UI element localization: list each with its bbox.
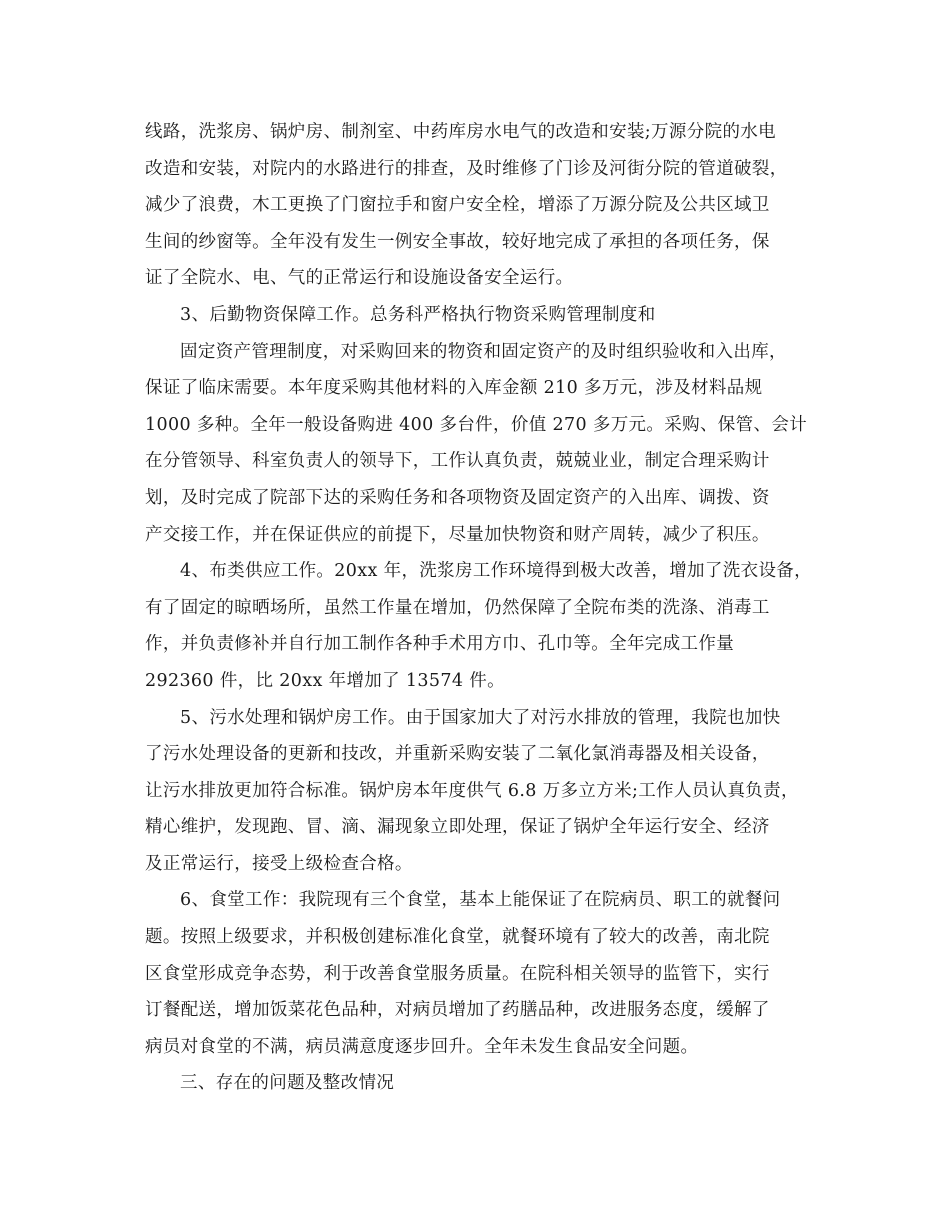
text-line: 保证了临床需要。本年度采购其他材料的入库金额 210 多万元，涉及材料品规 [145,378,763,399]
text-line: 三、存在的问题及整改情况 [180,1073,395,1094]
text-line: 证了全院水、电、气的正常运行和设施设备安全运行。 [145,268,574,289]
text-line: 改造和安装，对院内的水路进行的排查，及时维修了门诊及河街分院的管道破裂， [145,158,788,179]
text-line: 让污水排放更加符合标准。锅炉房本年度供气 6.8 万多立方米;工作人员认真负责， [145,780,799,801]
text-line: 4、布类供应工作。20xx 年，洗浆房工作环境得到极大改善，增加了洗衣设备， [180,561,813,582]
text-line: 在分管领导、科室负责人的领导下，工作认真负责，兢兢业业，制定合理采购计 [145,451,770,472]
text-line: 题。按照上级要求，并积极创建标准化食堂，就餐环境有了较大的改善，南北院 [145,927,770,948]
text-line: 作，并负责修补并自行加工制作各种手术用方巾、孔巾等。全年完成工作量 [145,634,735,655]
text-line: 5、污水处理和锅炉房工作。由于国家加大了对污水排放的管理，我院也加快 [180,707,781,728]
text-line: 减少了浪费，木工更换了门窗拉手和窗户安全栓，增添了万源分院及公共区域卫 [145,195,770,216]
text-line: 区食堂形成竞争态势，利于改善食堂服务质量。在院科相关领导的监管下，实行 [145,963,770,984]
body-text [145,114,845,1102]
text-line: 了污水处理设备的更新和技改，并重新采购安装了二氧化氯消毒器及相关设备， [145,744,770,765]
text-line: 订餐配送，增加饭菜花色品种，对病员增加了药膳品种，改进服务态度，缓解了 [145,1000,770,1021]
text-line: 固定资产管理制度，对采购回来的物资和固定资产的及时组织验收和入出库， [180,341,787,362]
text-line: 有了固定的晾晒场所，虽然工作量在增加，仍然保障了全院布类的洗涤、消毒工 [145,597,770,618]
text-line: 病员对食堂的不满，病员满意度逐步回升。全年未发生食品安全问题。 [145,1036,699,1057]
text-line: 线路，洗浆房、锅炉房、制剂室、中药库房水电气的改造和安装;万源分院的水电 [145,122,776,142]
text-line: 精心维护，发现跑、冒、滴、漏现象立即处理，保证了锅炉全年运行安全、经济 [145,817,770,838]
text-line: 1000 多种。全年一般设备购进 400 多台件，价值 270 多万元。采购、保管、会计 [145,414,808,435]
text-line: 及正常运行，接受上级检查合格。 [145,853,413,874]
text-line: 3、后勤物资保障工作。总务科严格执行物资采购管理制度和 [180,304,656,325]
text-line: 292360 件，比 20xx 年增加了 13574 件。 [145,670,505,691]
text-line: 产交接工作，并在保证供应的前提下，尽量加快物资和财产周转，减少了积压。 [145,524,770,545]
text-line: 划，及时完成了院部下达的采购任务和各项物资及固定资产的入出库、调拨、资 [145,487,770,508]
text-line: 生间的纱窗等。全年没有发生一例安全事故，较好地完成了承担的各项任务，保 [145,231,770,252]
text-line: 6、食堂工作：我院现有三个食堂，基本上能保证了在院病员、职工的就餐问 [180,890,781,911]
